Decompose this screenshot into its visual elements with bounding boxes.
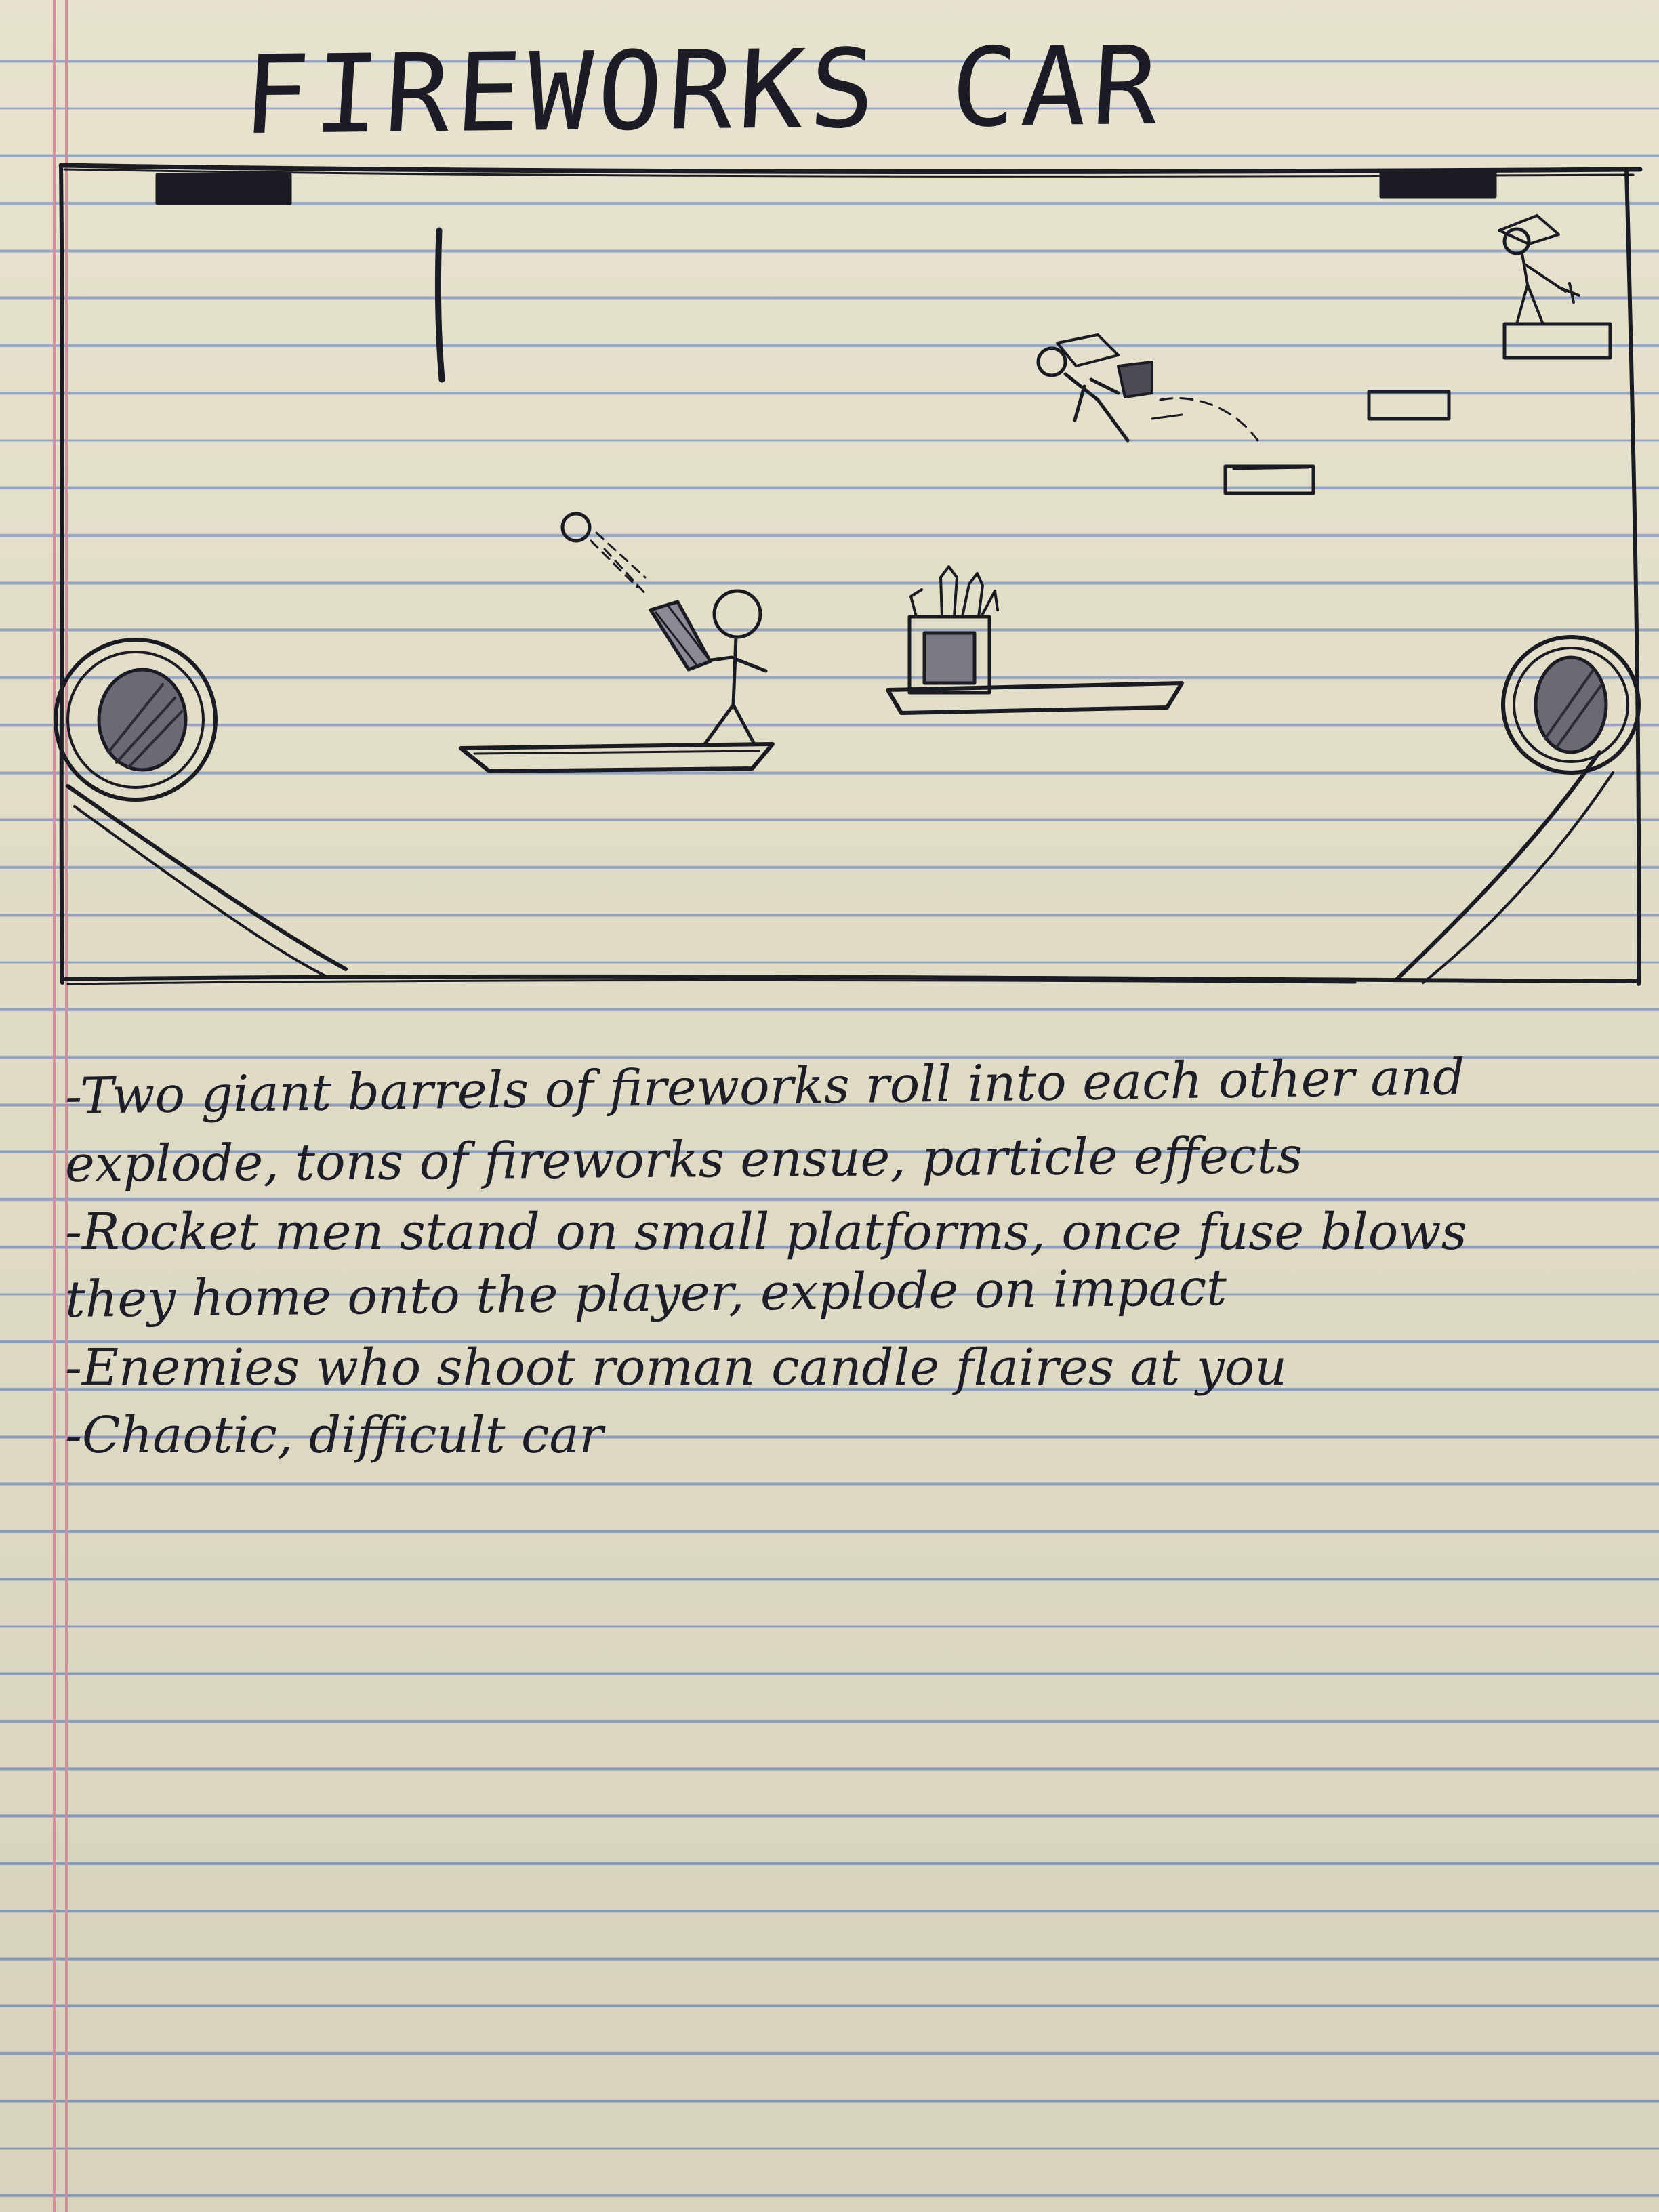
note-line: explode, tons of fireworks ensue, particle effects [64,1126,1303,1193]
left-barrel [56,640,346,976]
level-frame [61,165,1640,984]
right-barrel [1396,637,1639,983]
falling-fuse [438,230,442,380]
ceiling-block [1381,171,1495,197]
ceiling-block [157,175,290,203]
firework-box-platform [888,567,1182,713]
player-stick-figure [691,591,766,744]
page-title: FIREWORKS CAR [239,22,1168,159]
rocket-man-homing [1038,335,1258,441]
note-line: -Two giant barrels of fireworks roll into each other and [64,1048,1466,1126]
rocket-man-standing [1499,216,1579,324]
rocket-man-platform-low [1225,466,1313,493]
notes-list [64,1048,1624,1469]
note-line: -Enemies who shoot roman candle flaires at you [65,1338,1287,1397]
note-line: they home onto the player, explode on impact [64,1258,1227,1329]
note-line: -Chaotic, difficult car [65,1406,603,1465]
note-line: -Rocket men stand on small platforms, once fuse blows [65,1203,1467,1261]
rocket-man-platform-high [1504,324,1610,358]
rocket-man-platform-mid [1369,392,1449,419]
roman-candle [562,514,710,670]
player-platform [461,744,773,771]
